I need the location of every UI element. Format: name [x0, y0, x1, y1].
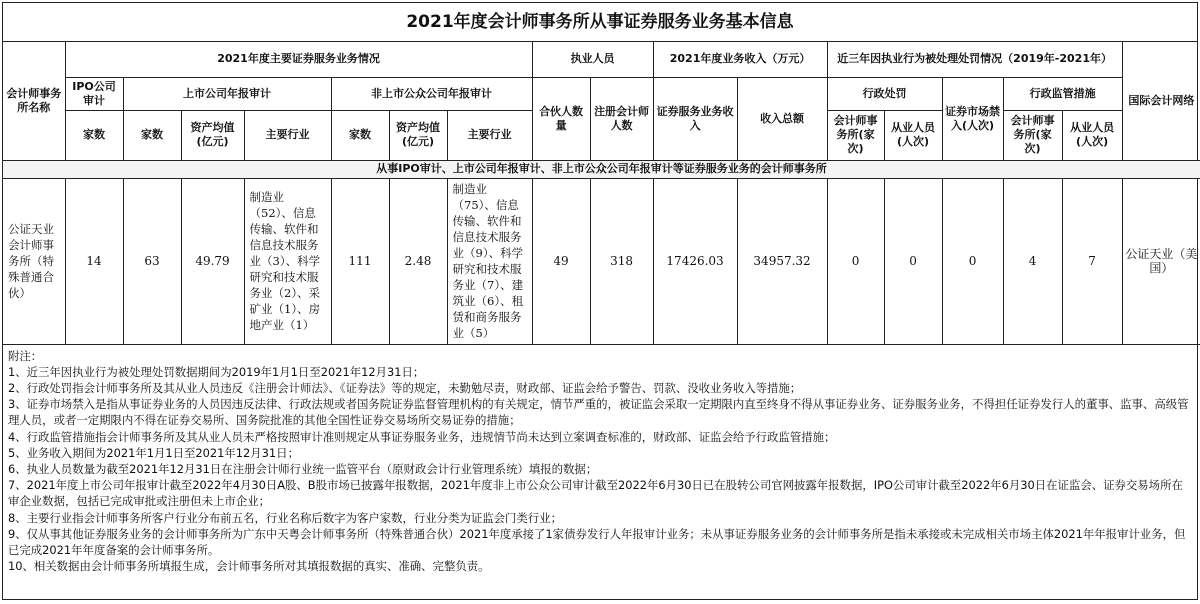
note-line: 附注：: [8, 348, 43, 363]
cell-nonlisted-industry: 制造业（75）、信息传输、软件和信息技术服务业（9）、科学研究和技术服务业（7）、建筑业（6）、租赁和商务服务业（5）: [447, 178, 532, 344]
cell-partners: 49: [532, 178, 590, 344]
cell-market-ban: 0: [942, 178, 1003, 344]
header-practitioners: 执业人员: [532, 42, 653, 77]
cell-admin-firm: 0: [827, 178, 884, 344]
cell-cpas: 318: [590, 178, 653, 344]
cell-ipo: 14: [65, 178, 123, 344]
note-line: 5、业务收入期间为2021年1月1日至2021年12月31日；: [8, 445, 299, 460]
header-ipo-count: 家数: [65, 110, 123, 160]
header-listed-industry: 主要行业: [244, 110, 331, 160]
header-sup-staff: 从业人员(人次): [1062, 110, 1122, 160]
cell-network: 公证天业（美国）: [1122, 178, 1200, 344]
cell-listed-avg: 49.79: [181, 178, 244, 344]
header-supervision: 行政监管措施: [1003, 77, 1122, 110]
header-nonlisted-industry: 主要行业: [447, 110, 532, 160]
header-listed-avg-assets: 资产均值(亿元): [181, 110, 244, 160]
note-line: 1、近三年因执业行为被处理处罚数据期间为2019年1月1日至2021年12月31日；: [8, 364, 425, 379]
cell-sup-staff: 7: [1062, 178, 1122, 344]
cell-nonlisted-avg: 2.48: [389, 178, 447, 344]
header-partners: 合伙人数量: [532, 77, 590, 160]
cell-sup-firm: 4: [1003, 178, 1062, 344]
cell-total-revenue: 34957.32: [737, 178, 827, 344]
header-firm-name: 会计师事务所名称: [3, 42, 65, 160]
note-line: 10、相关数据由会计师事务所填报生成，会计师事务所对其填报数据的真实、准确、完整负责。: [8, 559, 490, 574]
note-line: 9、仅从事其他证券服务业务的会计师事务所为广东中天粤会计师事务所（特殊普通合伙）2021年度承接了1家债券发行人年报审计业务；未从事证券服务业务的会计师事务所是指未承接或未完成相关市场主体2021年年报审计业务，但已完成2021年年度备案的会计师事务所。: [8, 526, 1186, 557]
cell-admin-staff: 0: [884, 178, 942, 344]
header-cpas: 注册会计师人数: [590, 77, 653, 160]
header-penalties: 近三年因执业行为被处理处罚情况（2019年-2021年）: [827, 42, 1122, 77]
header-nonlisted-avg-assets: 资产均值(亿元): [389, 110, 447, 160]
header-admin-penalty: 行政处罚: [827, 77, 942, 110]
note-line: 8、主要行业指会计师事务所客户行业分布前五名，行业名称后数字为客户家数，行业分类为证监会门类行业；: [8, 510, 562, 525]
header-nonlisted-audit: 非上市公众公司年报审计: [331, 77, 532, 110]
cell-listed-industry: 制造业（52）、信息传输、软件和信息技术服务业（3）、科学研究和技术服务业（2）、采矿业（1）、房地产业（1）: [244, 178, 331, 344]
header-revenue: 2021年度业务收入（万元）: [653, 42, 827, 77]
cell-listed-count: 63: [123, 178, 181, 344]
header-securities-revenue: 证券服务业务收入: [653, 77, 737, 160]
header-main-business: 2021年度主要证券服务业务情况: [65, 42, 532, 77]
header-listed-count: 家数: [123, 110, 181, 160]
header-ipo-audit: IPO公司审计: [65, 77, 123, 110]
table-row: [3, 178, 1200, 344]
header-sup-firm: 会计师事务所(家次): [1003, 110, 1062, 160]
header-market-ban: 证券市场禁入(人次): [942, 77, 1003, 160]
header-admin-firm: 会计师事务所(家次): [827, 110, 884, 160]
header-intl-network: 国际会计网络: [1122, 42, 1200, 160]
section-label: 从事IPO审计、上市公司年报审计、非上市公众公司年报审计等证券服务业务的会计师事务所: [3, 160, 1200, 178]
cell-nonlisted-count: 111: [331, 178, 389, 344]
note-line: 2、行政处罚指会计师事务所及其从业人员违反《注册会计师法》、《证券法》等的规定，未勤勉尽责，财政部、证监会给予警告、罚款、没收业务收入等措施；: [8, 380, 802, 395]
info-table: [3, 42, 1200, 345]
note-line: 4、行政监管措施指会计师事务所及其从业人员未严格按照审计准则规定从事证券服务业务，违规情节尚未达到立案调查标准的，财政部、证监会给予行政监管措施；: [8, 429, 836, 444]
cell-securities-revenue: 17426.03: [653, 178, 737, 344]
note-line: 6、执业人员数量为截至2021年12月31日在注册会计师行业统一监管平台（原财政会计行业管理系统）填报的数据；: [8, 461, 598, 476]
header-admin-staff: 从业人员(人次): [884, 110, 942, 160]
header-total-revenue: 收入总额: [737, 77, 827, 160]
note-line: 7、2021年度上市公司年报审计截至2022年4月30日A股、B股市场已披露年报数据，2021年度非上市公众公司审计截至2022年6月30日已在股转公司官网披露年报数据，IPO公司审计截至2022年6月30日在证监会、证券交易场所在审企业数据，包括已完成审批或注册但未上市企业；: [8, 478, 1183, 509]
report-title: 2021年度会计师事务所从事证券服务业务基本信息: [3, 3, 1197, 42]
notes: [3, 345, 1197, 575]
cell-firm: 公证天业会计师事务所（特殊普通合伙）: [3, 178, 65, 344]
header-nonlisted-count: 家数: [331, 110, 389, 160]
note-line: 3、证券市场禁入是指从事证券业务的人员因违反法律、行政法规或者国务院证券监督管理机构的有关规定，情节严重的，被证监会采取一定期限内直至终身不得从事证券业务、证券服务业务，不得担任证券发行人的董事、监事、高级管理人员，或者一定期限内不得在证券交易所、国务院批准的其他全国性证券交易场所交易证券的措施；: [8, 397, 1189, 428]
report-page: [2, 2, 1198, 600]
header-listed-audit: 上市公司年报审计: [123, 77, 331, 110]
